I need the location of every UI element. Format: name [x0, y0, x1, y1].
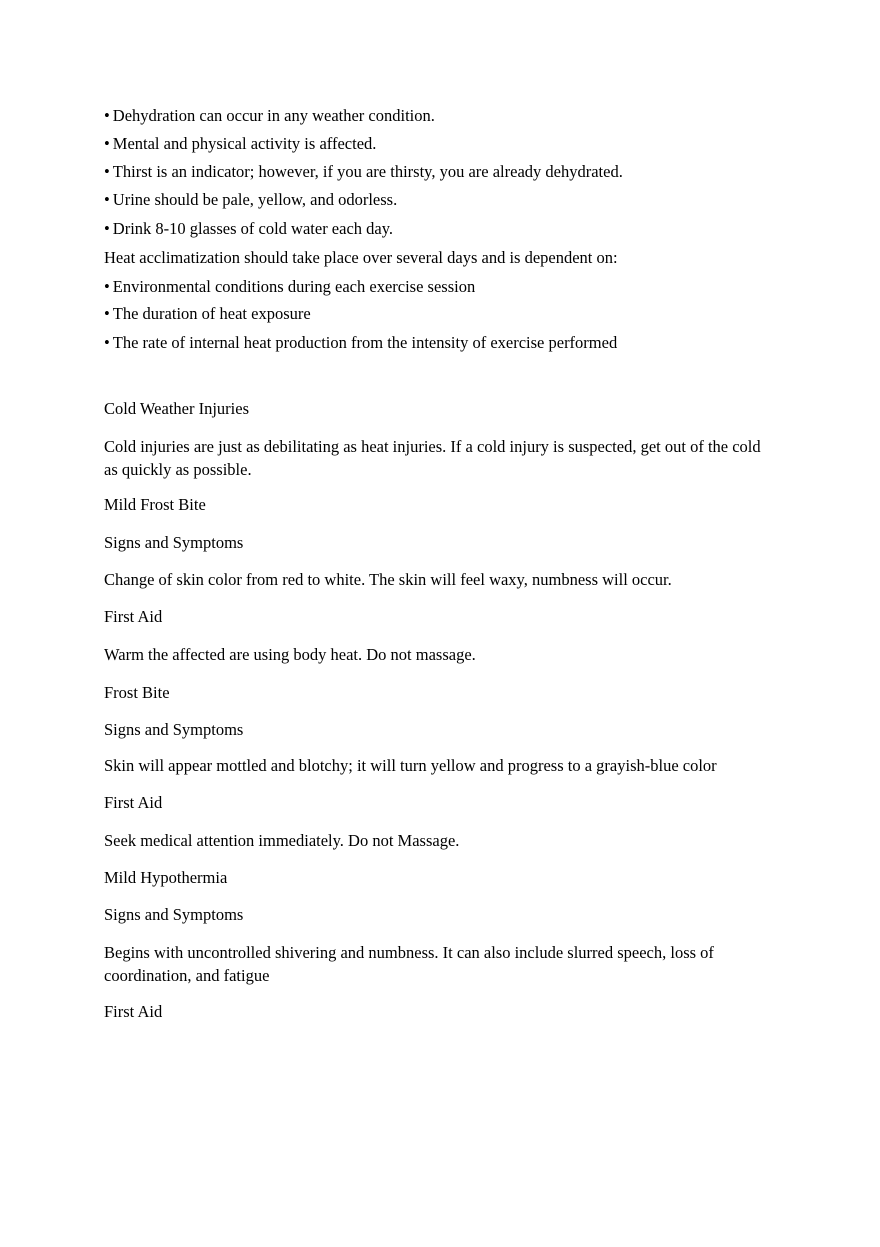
bullet-text: The duration of heat exposure — [112, 304, 311, 323]
first-aid-label: First Aid — [104, 607, 163, 626]
acclimatization-intro: Heat acclimatization should take place over several days and is dependent on: — [104, 248, 618, 267]
bullet-marker: • — [104, 304, 110, 323]
bullet-text: Mental and physical activity is affected. — [112, 134, 377, 153]
bullet-marker: • — [104, 190, 110, 209]
bullet-text: The rate of internal heat production from the intensity of exercise performed — [112, 333, 618, 352]
section-intro: Cold injuries are just as debilitating as heat injuries. If a cold injury is suspected, get out of the cold as quickly as possible. — [104, 437, 761, 479]
bullet-marker: • — [104, 333, 110, 352]
first-aid-label: First Aid — [104, 793, 163, 812]
bullet-item — [104, 190, 397, 210]
bullet-text: Drink 8-10 glasses of cold water each day. — [112, 219, 394, 238]
bullet-marker: • — [104, 162, 110, 181]
section-heading: Cold Weather Injuries — [104, 399, 249, 418]
bullet-marker: • — [104, 106, 110, 125]
first-aid-text: Warm the affected are using body heat. Do not massage. — [104, 645, 476, 664]
subsection-title: Frost Bite — [104, 683, 170, 702]
signs-label: Signs and Symptoms — [104, 905, 244, 924]
bullet-item — [104, 134, 376, 154]
bullet-text: Urine should be pale, yellow, and odorless. — [112, 190, 398, 209]
subsection-title: Mild Hypothermia — [104, 868, 228, 887]
bullet-text: Environmental conditions during each exercise session — [112, 277, 476, 296]
bullet-marker: • — [104, 277, 110, 296]
signs-text: Begins with uncontrolled shivering and numbness. It can also include slurred speech, loss of coordination, and fatigue — [104, 943, 714, 985]
bullet-item — [104, 277, 475, 297]
bullet-item — [104, 162, 623, 182]
bullet-item — [104, 333, 617, 353]
signs-label: Signs and Symptoms — [104, 533, 244, 552]
first-aid-label: First Aid — [104, 1002, 163, 1021]
first-aid-text: Seek medical attention immediately. Do not Massage. — [104, 831, 460, 850]
bullet-text: Dehydration can occur in any weather condition. — [112, 106, 435, 125]
bullet-marker: • — [104, 134, 110, 153]
bullet-item — [104, 106, 435, 126]
bullet-text: Thirst is an indicator; however, if you are thirsty, you are already dehydrated. — [112, 162, 623, 181]
signs-text: Change of skin color from red to white. The skin will feel waxy, numbness will occur. — [104, 570, 672, 589]
bullet-marker: • — [104, 219, 110, 238]
subsection-title: Mild Frost Bite — [104, 495, 206, 514]
bullet-item — [104, 219, 393, 239]
signs-text: Skin will appear mottled and blotchy; it will turn yellow and progress to a grayish-blue color — [104, 756, 717, 775]
signs-label: Signs and Symptoms — [104, 720, 244, 739]
bullet-item — [104, 304, 311, 324]
